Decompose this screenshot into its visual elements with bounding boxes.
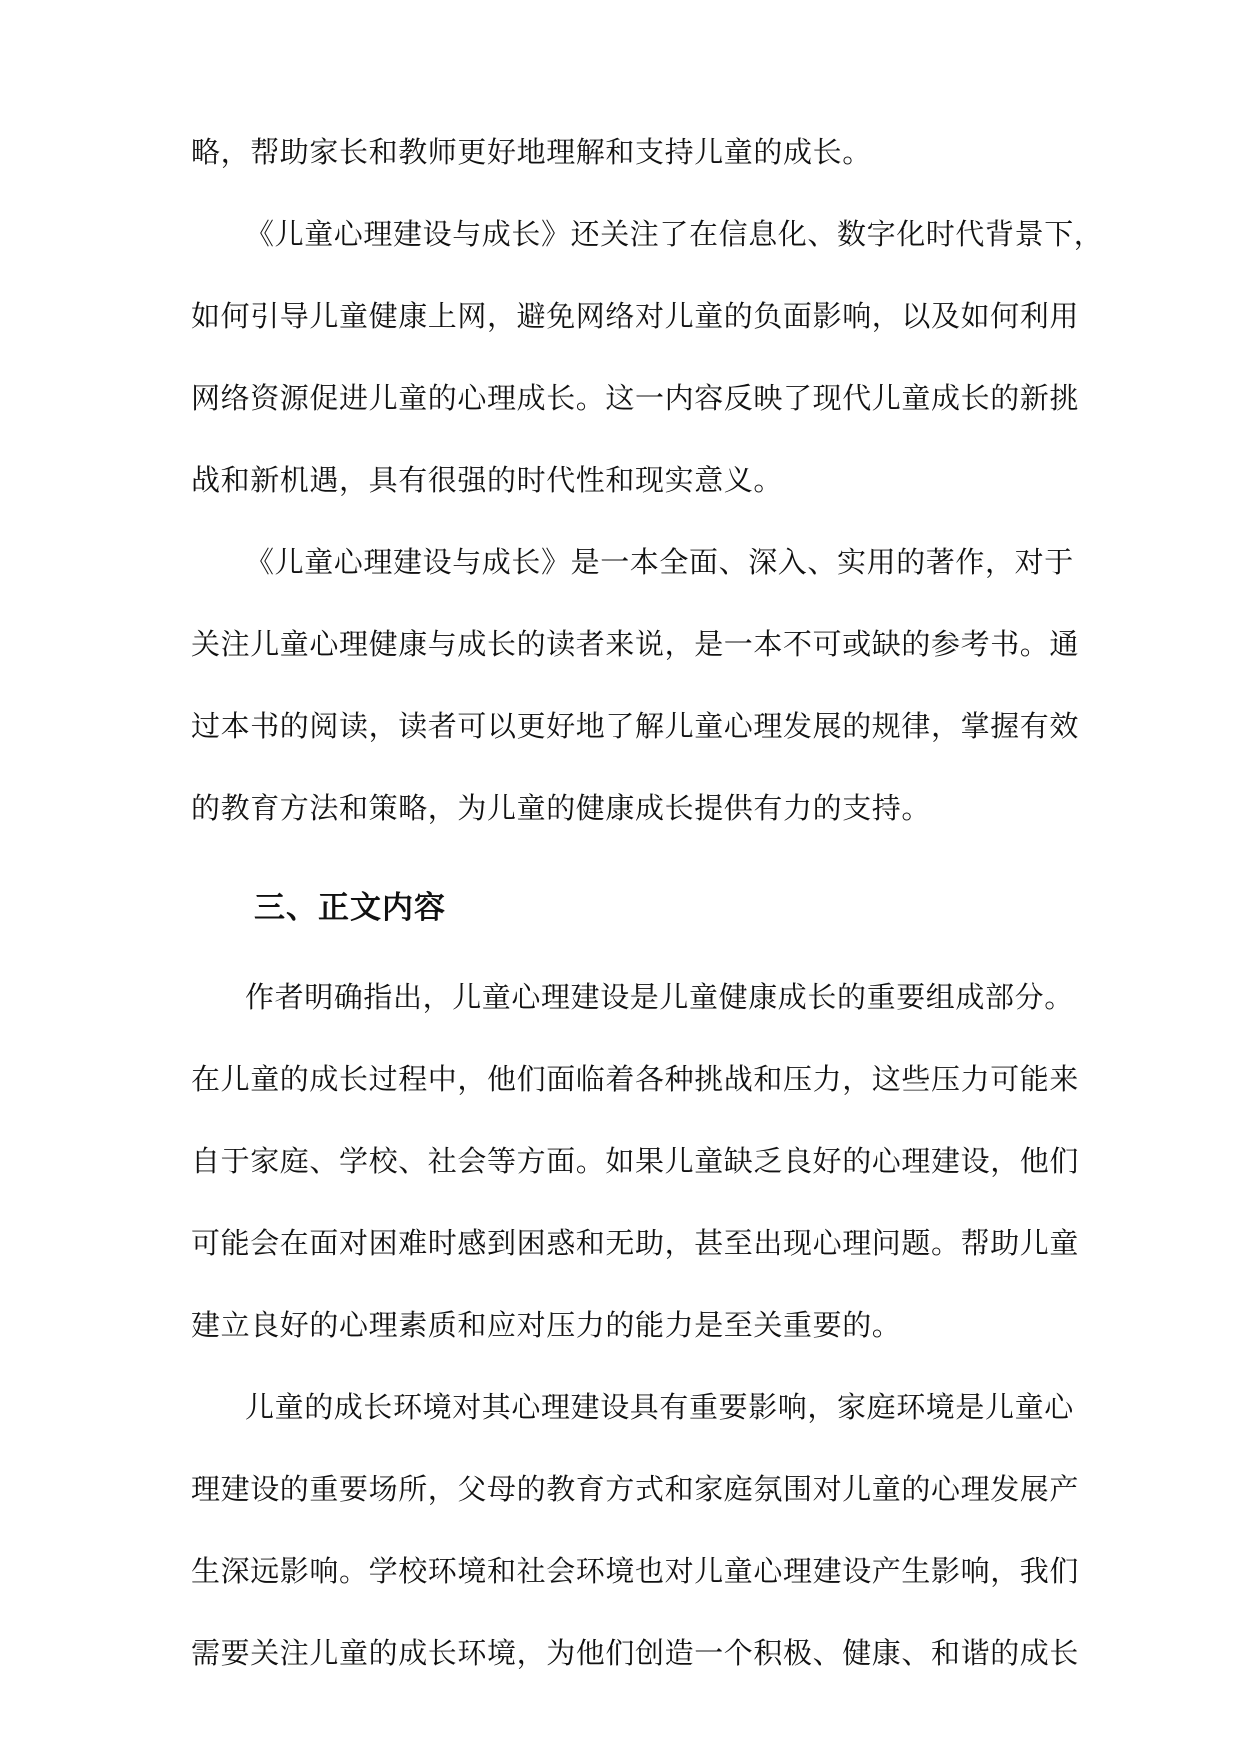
paragraph-4-line-4 (0, 1223, 1241, 1263)
paragraph-5-line-3 (0, 1551, 1241, 1591)
paragraph-2-text-2: 如何引导儿童健康上网，避免网络对儿童的负面影响，以及如何利用 (191, 299, 1080, 333)
paragraph-3-text-4: 的教育方法和策略，为儿童的健康成长提供有力的支持。 (191, 791, 932, 825)
paragraph-4-text-5: 建立良好的心理素质和应对压力的能力是至关重要的。 (191, 1308, 902, 1342)
paragraph-5-line-2 (0, 1469, 1241, 1509)
paragraph-2-text-1: 《儿童心理建设与成长》还关注了在信息化、数字化时代背景下， (245, 217, 1104, 251)
paragraph-2-text-4: 战和新机遇，具有很强的时代性和现实意义。 (191, 463, 784, 497)
paragraph-3-line-1 (0, 542, 1241, 582)
paragraph-3-line-3 (0, 706, 1241, 746)
paragraph-4-line-3 (0, 1141, 1241, 1181)
paragraph-2-line-2 (0, 296, 1241, 336)
paragraph-4-line-1 (0, 977, 1241, 1017)
paragraph-1-line-1 (0, 132, 1241, 172)
paragraph-5-text-4: 需要关注儿童的成长环境，为他们创造一个积极、健康、和谐的成长 (191, 1636, 1080, 1670)
paragraph-2-line-1 (0, 214, 1241, 254)
paragraph-5-line-1 (0, 1387, 1241, 1427)
paragraph-4-text-4: 可能会在面对困难时感到困惑和无助，甚至出现心理问题。帮助儿童 (191, 1226, 1080, 1260)
paragraph-4-text-2: 在儿童的成长过程中，他们面临着各种挑战和压力，这些压力可能来 (191, 1062, 1080, 1096)
paragraph-5-text-3: 生深远影响。学校环境和社会环境也对儿童心理建设产生影响，我们 (191, 1554, 1080, 1588)
paragraph-3-text-2: 关注儿童心理健康与成长的读者来说，是一本不可或缺的参考书。通 (191, 627, 1080, 661)
paragraph-2-line-3 (0, 378, 1241, 418)
paragraph-3-line-4 (0, 788, 1241, 828)
paragraph-3-text-1: 《儿童心理建设与成长》是一本全面、深入、实用的著作，对于 (245, 545, 1074, 579)
paragraph-2-line-4 (0, 460, 1241, 500)
paragraph-1-text-1: 略，帮助家长和教师更好地理解和支持儿童的成长。 (191, 135, 872, 169)
paragraph-5-text-1: 儿童的成长环境对其心理建设具有重要影响，家庭环境是儿童心 (245, 1390, 1074, 1424)
paragraph-5-text-2: 理建设的重要场所，父母的教育方式和家庭氛围对儿童的心理发展产 (191, 1472, 1080, 1506)
paragraph-2-text-3: 网络资源促进儿童的心理成长。这一内容反映了现代儿童成长的新挑 (191, 381, 1080, 415)
paragraph-4-text-1: 作者明确指出，儿童心理建设是儿童健康成长的重要组成部分。 (245, 980, 1074, 1014)
paragraph-3-text-3: 过本书的阅读，读者可以更好地了解儿童心理发展的规律，掌握有效 (191, 709, 1080, 743)
paragraph-4-line-5 (0, 1305, 1241, 1345)
paragraph-5-line-4 (0, 1633, 1241, 1673)
section-heading (0, 888, 1241, 928)
paragraph-4-line-2 (0, 1059, 1241, 1099)
section-heading-text: 三、正文内容 (254, 890, 446, 926)
paragraph-4-text-3: 自于家庭、学校、社会等方面。如果儿童缺乏良好的心理建设，他们 (191, 1144, 1080, 1178)
paragraph-3-line-2 (0, 624, 1241, 664)
